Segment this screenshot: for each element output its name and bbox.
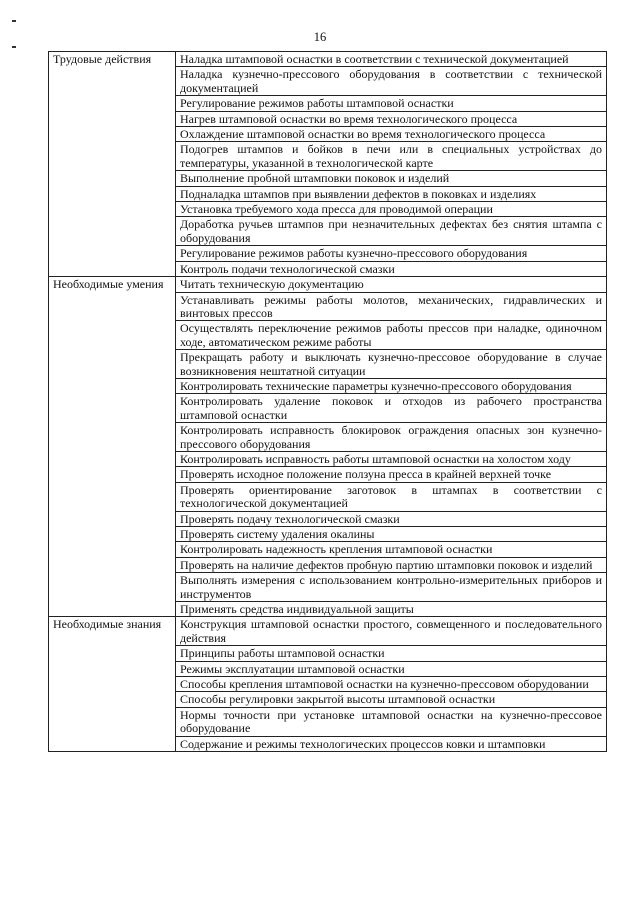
item-cell: Регулирование режимов работы кузнечно-прессового оборудования (176, 246, 607, 261)
item-cell: Установка требуемого хода пресса для проводимой операции (176, 202, 607, 217)
margin-mark (12, 46, 16, 48)
item-cell: Применять средства индивидуальной защиты (176, 602, 607, 617)
item-cell: Проверять ориентирование заготовок в штампах в соответствии с технологической документацией (176, 482, 607, 511)
item-cell: Наладка кузнечно-прессового оборудования в соответствии с технической документацией (176, 67, 607, 96)
item-cell: Выполнение пробной штамповки поковок и изделий (176, 171, 607, 186)
competency-table (48, 51, 607, 752)
section-label: Трудовые действия (49, 52, 176, 277)
table-row (49, 617, 607, 646)
table-row (49, 277, 607, 292)
item-cell: Контроль подачи технологической смазки (176, 261, 607, 276)
item-cell: Охлаждение штамповой оснастки во время технологического процесса (176, 127, 607, 142)
margin-mark (12, 20, 16, 22)
item-cell: Способы крепления штамповой оснастки на кузнечно-прессовом оборудовании (176, 677, 607, 692)
item-cell: Читать техническую документацию (176, 277, 607, 292)
item-cell: Выполнять измерения с использованием контрольно-измерительных приборов и инструментов (176, 573, 607, 602)
item-cell: Конструкция штамповой оснастки простого, совмещенного и последовательного действия (176, 617, 607, 646)
item-cell: Нормы точности при установке штамповой оснастки на кузнечно-прессовое оборудование (176, 707, 607, 736)
section-label: Необходимые умения (49, 277, 176, 617)
item-cell: Содержание и режимы технологических процессов ковки и штамповки (176, 736, 607, 751)
item-cell: Контролировать удаление поковок и отходов из рабочего пространства штамповой оснастки (176, 394, 607, 423)
item-cell: Регулирование режимов работы штамповой оснастки (176, 96, 607, 111)
item-cell: Режимы эксплуатации штамповой оснастки (176, 661, 607, 676)
item-cell: Нагрев штамповой оснастки во время технологического процесса (176, 111, 607, 126)
item-cell: Проверять систему удаления окалины (176, 527, 607, 542)
item-cell: Проверять на наличие дефектов пробную партию штамповки поковок и изделий (176, 557, 607, 572)
item-cell: Принципы работы штамповой оснастки (176, 646, 607, 661)
item-cell: Подогрев штампов и бойков в печи или в специальных устройствах до температуры, указанной в технологической карте (176, 142, 607, 171)
item-cell: Подналадка штампов при выявлении дефектов в поковках и изделиях (176, 186, 607, 201)
section-label: Необходимые знания (49, 617, 176, 752)
item-cell: Контролировать исправность работы штамповой оснастки на холостом ходу (176, 451, 607, 466)
page-number: 16 (313, 30, 327, 44)
table-row (49, 52, 607, 67)
item-cell: Контролировать технические параметры кузнечно-прессового оборудования (176, 378, 607, 393)
item-cell: Прекращать работу и выключать кузнечно-прессовое оборудование в случае возникновения нештатной ситуации (176, 350, 607, 379)
item-cell: Устанавливать режимы работы молотов, механических, гидравлических и винтовых прессов (176, 292, 607, 321)
item-cell: Проверять исходное положение ползуна пресса в крайней верхней точке (176, 467, 607, 482)
item-cell: Контролировать надежность крепления штамповой оснастки (176, 542, 607, 557)
item-cell: Проверять подачу технологической смазки (176, 511, 607, 526)
item-cell: Доработка ручьев штампов при незначительных дефектах без снятия штампа с оборудования (176, 217, 607, 246)
item-cell: Осуществлять переключение режимов работы прессов при наладке, одиночном ходе, автоматическом режиме работы (176, 321, 607, 350)
item-cell: Контролировать исправность блокировок ограждения опасных зон кузнечно-прессового оборудования (176, 423, 607, 452)
item-cell: Способы регулировки закрытой высоты штамповой оснастки (176, 692, 607, 707)
item-cell: Наладка штамповой оснастки в соответствии с технической документацией (176, 52, 607, 67)
